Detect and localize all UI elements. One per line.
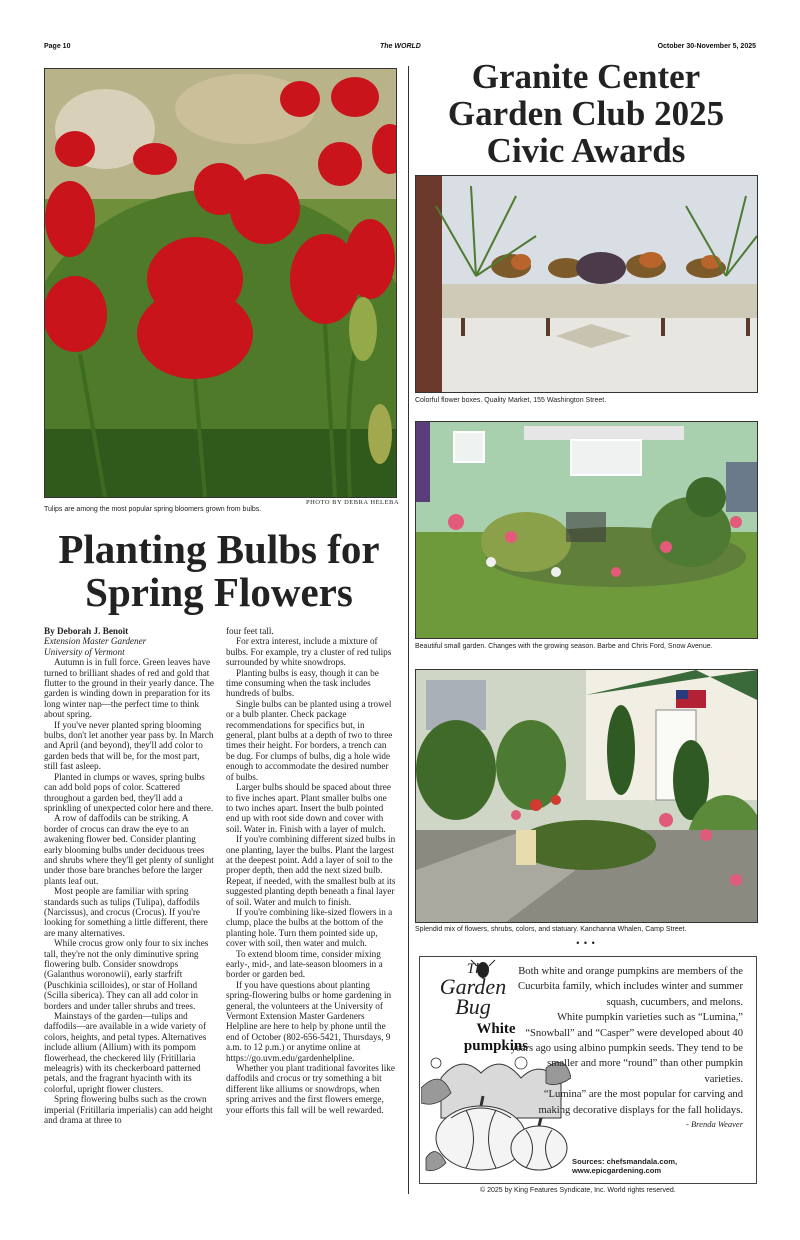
small-garden-photo [415,421,758,639]
copyright: © 2025 by King Features Syndicate, Inc. World rights reserved. [480,1187,676,1194]
awards-headline-line-3: Civic Awards [486,131,686,170]
source-2: www.epicgardening.com [572,1166,662,1175]
source-1: chefsmandala.com, [606,1157,678,1166]
paragraph: Mainstays of the garden—tulips and daffodils—are available in a wide variety of colors, heights, and petal types. Alternatives include allium (Allium) with its pompom flowerhead, the checkered lily (Fritillaria meleagris) with its checkerboard patterned petals, and the fragrant hyacinth with its colorful, upright flower clusters. [44,1011,207,1094]
paragraph: Spring flowering bulbs such as the crown imperial (Fritillaria imperialis) can add height and drama at three to [44,1094,213,1126]
paragraph: If you have questions about planting spring-flowering bulbs or home gardening in general, the volunteers at the University of Vermont Extension Master Gardeners Helpline are here to help by phone until the end of October (802-656-5421, Thursdays, 9 a.m. to 12 p.m.) or anytime online at https://go.uvm.edu/gardenhelpline. [226,979,392,1063]
paragraph: four feet tall. [226,626,274,636]
logo-word-the: The [466,961,490,977]
headline-line-1: Planting Bulbs for [58,526,380,572]
page-number: Page 10 [44,43,71,50]
headline-line-2: Spring Flowers [85,569,353,615]
paragraph: A row of daffodils can be striking. A border of crocus can draw the eye to an awakening flower bed. Consider planting early blooming bulbs under deciduous trees and shrubs where they'll get plenty of sunlight under those bare branches before the larger plants leaf out. [44,813,214,886]
paragraph: Planted in clumps or waves, spring bulbs can add bold pops of color. Scattered throughout a garden bed, they'll add a sprinkling of unexpected color here and there. [44,771,214,813]
paragraph: While crocus grow only four to six inches tall, they're not the only diminutive spring flowering bulb. Consider snowdrops (Galanthus woronowii), early starfrift (Puschkinia scilloides), or star of Holland (Scilla siberica). They can all add color in borders and under taller shrubs and trees. [44,938,209,1011]
byline: By Deborah J. Benoit [44,626,129,636]
paragraph: “Lumina” are the most popular for carving and making decorative displays for the fall holidays. [538,1089,743,1116]
awards-headline-line-2: Garden Club 2025 [447,94,725,133]
garden-bug-logo [428,962,518,1017]
paragraph: Both white and orange pumpkins are members of the Cucurbita family, which includes winter and summer squash, cucumbers, and melons. [518,966,743,1008]
awards-headline [416,58,756,169]
paragraph: Autumn is in full force. Green leaves have turned to brilliant shades of red and gold that flutter to the ground in their yearly dance. The garden is winding down in preparation for its long winter nap—the perfect time to think about spring. [44,657,214,720]
issue-date: October 30-November 5, 2025 [657,43,756,50]
sources-label: Sources: [572,1157,605,1166]
garden-bug-text [510,964,743,1131]
small-garden-caption: Beautiful small garden. Changes with the growing season. Barbe and Chris Ford, Snow Avenue. [415,643,713,650]
publication-name: The WORLD [380,43,421,50]
paragraph: For extra interest, include a mixture of bulbs. For example, try a cluster of red tulips surrounded by white snowdrops. [226,636,392,668]
paragraph: If you're combining different sized bulbs in one planting, layer the bulbs. Plant the largest at the deepest point. Add a layer of soil to the proper depth, then add the next sized bulb. Repeat, if needed, with the smallest bulb at its suggested planting depth beneath a final layer of soil. Water and mulch to finish. [226,834,396,907]
feature-title: White pumpkins [449,1021,543,1055]
camp-street-caption: Splendid mix of flowers, shrubs, colors, and statuary. Kanchanna Whalen, Camp Street. [415,926,687,933]
paragraph: Larger bulbs should be spaced about three to five inches apart. Plant smaller bulbs one to two inches apart. Insert the bulb pointed end up with root side down and cover with soil. Water in. Finish with a layer of mulch. [226,782,391,834]
tulip-photo [44,68,397,498]
paragraph: If you're combining like-sized flowers in a clump, place the bulbs at the bottom of the planting hole. Turn them pointed side up, cover with soil, then water and mulch. [226,906,393,949]
article-column-1 [44,626,214,1126]
section-separator: • • • [576,938,596,948]
awards-headline-line-1: Granite Center [471,57,701,96]
paragraph: If you've never planted spring blooming bulbs, don't let another year pass by. In March and April (and beyond), they'll add color to garden beds that will be, for the most part, still fast asleep. [44,719,214,772]
article-column-2 [226,626,396,1115]
column-divider [408,66,409,1194]
paragraph: White pumpkin varieties such as “Lumina,” “Snowball” and “Casper” were developed about 40 years ago using albino pumpkin seeds. They tend to be smaller and more “round” than other pumpkin varieties. [510,1012,743,1085]
photo-credit: PHOTO BY DEBRA HELEBA [306,499,400,506]
logo-word-garden: Garden [439,974,507,999]
tulip-caption: Tulips are among the most popular spring bloomers grown from bulbs. [44,506,262,513]
flower-box-caption: Colorful flower boxes. Quality Market, 155 Washington Street. [415,397,607,404]
article-headline [34,528,404,614]
author-affiliation: University of Vermont [44,646,125,657]
flower-box-photo [415,175,758,393]
paragraph: Most people are familiar with spring standards such as tulips (Tulipa), daffodils (Narcissus), and crocus (Crocus). If you're looking for something a little different, there are many alternatives. [44,886,208,938]
logo-word-bug: Bug [455,994,491,1019]
camp-street-garden-photo [415,669,758,923]
paragraph: To extend bloom time, consider mixing early-, mid-, and late-season bloomers in a border or garden bed. [226,948,383,980]
paragraph: Whether you plant traditional favorites like daffodils and crocus or try something a bit different like alliums or snowdrops, when spring arrives and the first flowers emerge, your efforts this fall will be well rewarded. [226,1063,395,1115]
paragraph: Single bulbs can be planted using a trowel or a bulb planter. Check package recommendations for specifics but, in general, plant bulbs at a depth of two to three times their height. For borders, a trench can be dug. For clumps of bulbs, dig a hole wide enough to accommodate the desired number of bulbs. [226,698,393,782]
paragraph: Planting bulbs is easy, though it can be time consuming when the task includes hundreds of bulbs. [226,667,379,699]
sources [572,1157,677,1175]
author-role: Extension Master Gardener [44,636,147,647]
signature: - Brenda Weaver [686,1119,743,1130]
